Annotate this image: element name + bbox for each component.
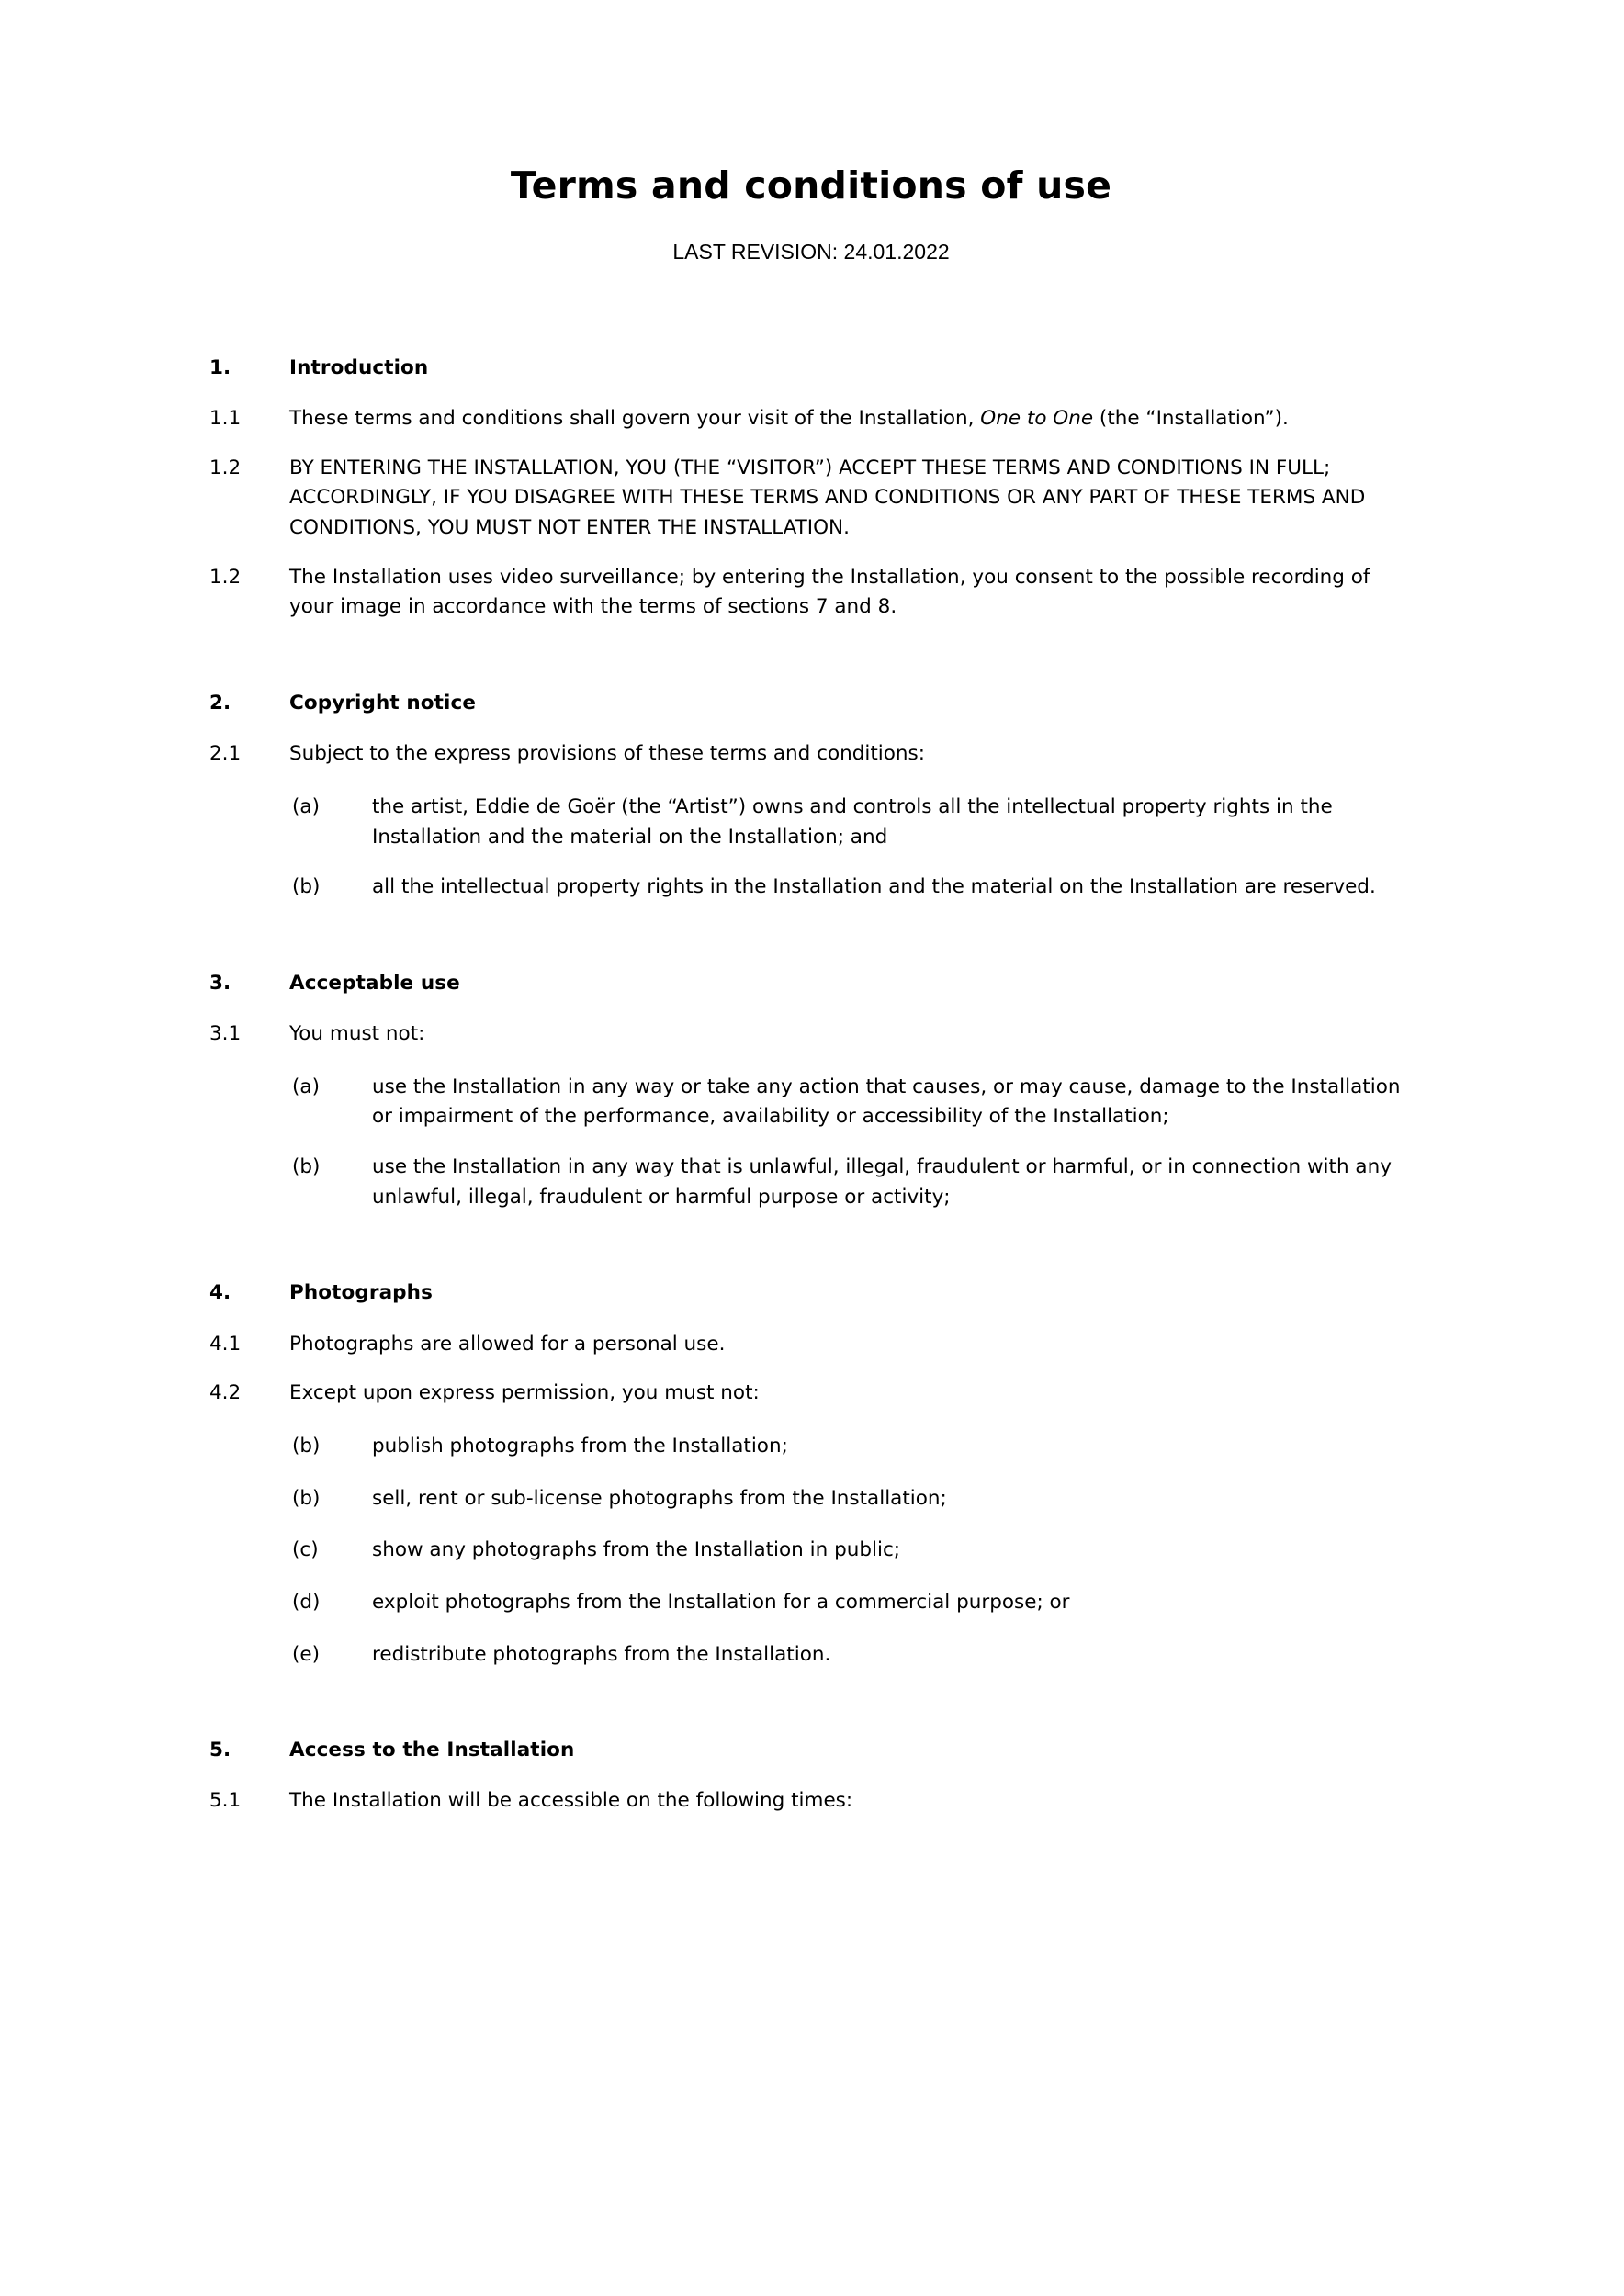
section-number: 1.	[209, 355, 231, 379]
clause-text: Photographs are allowed for a personal use.	[289, 1332, 726, 1356]
section-title: Access to the Installation	[289, 1739, 575, 1762]
list-item-marker: (e)	[292, 1642, 321, 1666]
list-item-text: use the Installation in any way that is unlawful, illegal, fraudulent or harmful, or in connection with any unlawful, illegal, fraudulent or harmful purpose or activity;	[372, 1155, 1392, 1209]
spacer	[209, 1308, 1413, 1330]
list-item-marker: (a)	[292, 794, 320, 818]
section-number: 2.	[209, 691, 231, 715]
clause-number: 2.1	[209, 742, 242, 766]
spacer	[209, 1462, 1413, 1484]
list-item-marker: (d)	[292, 1590, 321, 1614]
list-item-marker: (a)	[292, 1075, 320, 1098]
clause-5-1	[209, 1786, 1413, 1817]
list-item-text: show any photographs from the Installation in public;	[372, 1538, 901, 1562]
clause-text: You must not:	[289, 1022, 425, 1046]
list-item-text: redistribute photographs from the Installation.	[372, 1642, 831, 1666]
spacer	[209, 997, 1413, 1019]
list-item-text: sell, rent or sub-license photographs from the Installation;	[372, 1486, 947, 1510]
list-item-marker: (b)	[292, 1486, 321, 1510]
list-item-marker: (b)	[292, 1155, 321, 1179]
page-title: Terms and conditions of use	[510, 163, 1112, 208]
section-number: 5.	[209, 1739, 231, 1762]
spacer	[209, 1132, 1413, 1153]
spacer	[209, 1670, 1413, 1736]
list-item	[209, 872, 1413, 903]
spacer	[209, 1566, 1413, 1588]
spacer	[209, 265, 1413, 354]
clause-number: 5.1	[209, 1789, 242, 1813]
spacer	[209, 382, 1413, 404]
clause-number: 4.1	[209, 1332, 242, 1356]
list-item-marker: (c)	[292, 1538, 319, 1562]
clause-3-1	[209, 1019, 1413, 1050]
last-revision-line: LAST REVISION: 24.01.2022	[672, 240, 950, 264]
spacer	[209, 1764, 1413, 1786]
section-heading	[209, 354, 1413, 382]
spacer	[209, 434, 1413, 454]
spacer	[209, 1359, 1413, 1379]
document-content	[209, 0, 1413, 1817]
list-item-text: exploit photographs from the Installation for a commercial purpose; or	[372, 1590, 1070, 1614]
list-item	[209, 1536, 1413, 1566]
clause-text: The Installation uses video surveillance; by entering the Installation, you consent to the possible recording of your image in accordance with the terms of sections 7 and 8.	[289, 565, 1370, 619]
section-heading	[209, 1278, 1413, 1307]
clause-4-2	[209, 1379, 1413, 1409]
spacer	[209, 1618, 1413, 1640]
list-item	[209, 1588, 1413, 1618]
list-item-text: use the Installation in any way or take any action that causes, or may cause, damage to the Installation or impairment of the performance, availability or accessibility of the Installation;	[372, 1075, 1401, 1129]
spacer	[209, 852, 1413, 872]
list-item-text: all the intellectual property rights in the Installation and the material on the Installation are reserved.	[372, 875, 1376, 899]
spacer	[209, 903, 1413, 969]
spacer	[209, 544, 1413, 563]
section-title: Copyright notice	[289, 691, 477, 715]
clause-text: The Installation will be accessible on the following times:	[289, 1789, 853, 1813]
spacer	[209, 1514, 1413, 1536]
clause-number: 1.2	[209, 456, 242, 479]
list-item-marker: (b)	[292, 875, 321, 899]
spacer	[209, 1212, 1413, 1278]
clause-text: BY ENTERING THE INSTALLATION, YOU (THE “VISITOR”) ACCEPT THESE TERMS AND CONDITIONS IN FULL; ACCORDINGLY, IF YOU DISAGREE WITH THESE TERMS AND CONDITIONS OR ANY PART OF THESE TERMS AND CONDITIONS, YOU MUST NOT ENTER THE INSTALLATION.	[289, 456, 1366, 539]
clause-text: Except upon express permission, you must not:	[289, 1381, 760, 1405]
clause-text-pre: These terms and conditions shall govern your visit of the Installation,	[289, 406, 981, 430]
section-heading	[209, 689, 1413, 717]
section-title: Introduction	[289, 355, 429, 379]
section-number: 3.	[209, 971, 231, 995]
clause-1-2-a	[209, 454, 1413, 544]
spacer	[209, 717, 1413, 739]
list-item-text: the artist, Eddie de Goër (the “Artist”) owns and controls all the intellectual property rights in the Installation and the material on the Installation; and	[372, 794, 1333, 849]
spacer	[209, 770, 1413, 793]
clause-1-1	[209, 404, 1413, 434]
clause-text: Subject to the express provisions of these terms and conditions:	[289, 742, 925, 766]
section-title: Acceptable use	[289, 971, 460, 995]
section-number: 4.	[209, 1281, 231, 1305]
section-access-to-the-installation	[209, 1736, 1413, 1817]
spacer	[209, 623, 1413, 689]
list-item	[209, 1073, 1413, 1132]
list-item-text: publish photographs from the Installation;	[372, 1434, 788, 1458]
list-item	[209, 1153, 1413, 1212]
clause-number: 4.2	[209, 1381, 242, 1405]
section-photographs	[209, 1278, 1413, 1670]
installation-name-italic: One to One	[980, 406, 1094, 430]
list-item	[209, 1484, 1413, 1514]
list-item	[209, 1432, 1413, 1462]
section-acceptable-use	[209, 969, 1413, 1213]
spacer	[209, 1050, 1413, 1073]
clause-2-1	[209, 739, 1413, 770]
clause-4-1	[209, 1330, 1413, 1360]
section-heading	[209, 1736, 1413, 1764]
clause-1-2-b	[209, 563, 1413, 623]
clause-number: 1.2	[209, 565, 242, 589]
section-copyright-notice	[209, 689, 1413, 903]
list-item	[209, 793, 1413, 852]
spacer	[209, 1409, 1413, 1432]
list-item	[209, 1640, 1413, 1671]
clause-number: 1.1	[209, 406, 242, 430]
clause-text-post: (the “Installation”).	[1093, 406, 1289, 430]
clause-text	[289, 404, 1413, 434]
section-heading	[209, 969, 1413, 997]
clause-number: 3.1	[209, 1022, 242, 1046]
section-title: Photographs	[289, 1281, 433, 1305]
section-introduction	[209, 354, 1413, 623]
list-item-marker: (b)	[292, 1434, 321, 1458]
